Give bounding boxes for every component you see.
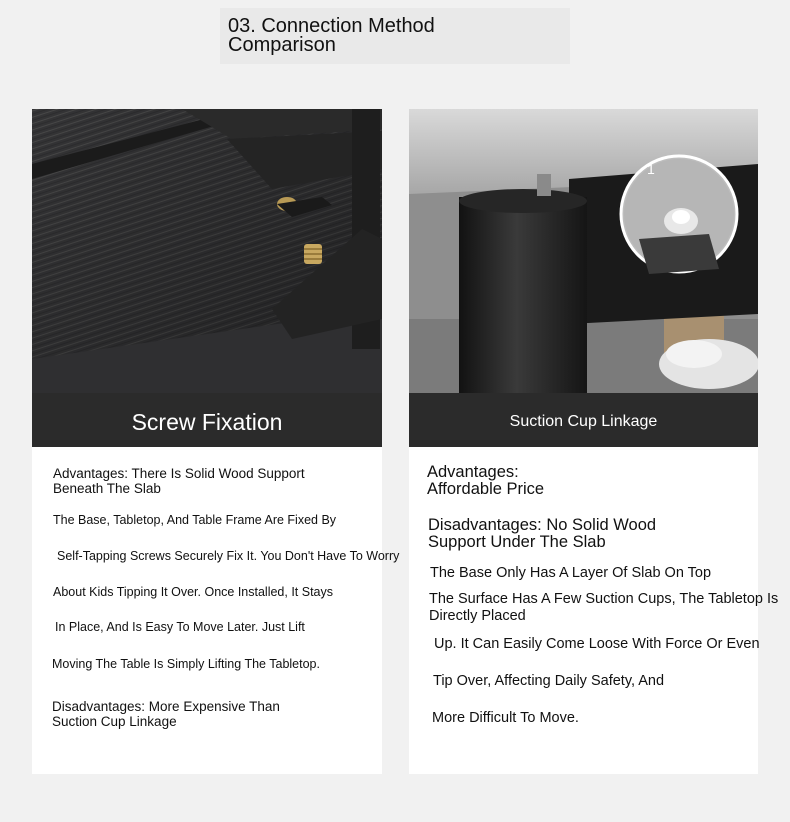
left-advantages-line-1: Advantages: There Is Solid Wood Support (53, 466, 305, 481)
screw-fixation-photo (32, 109, 382, 393)
right-description-line-1: The Base Only Has A Layer Of Slab On Top (430, 565, 712, 581)
suction-cup-photo (409, 109, 758, 393)
screw-fixation-card (32, 109, 400, 774)
right-description-line-3: Directly Placed (429, 608, 526, 624)
left-advantages-line-2: Beneath The Slab (53, 481, 161, 496)
left-description-line-3: About Kids Tipping It Over. Once Installed, It Stays (53, 585, 334, 599)
suction-cup-caption: Suction Cup Linkage (509, 413, 658, 430)
magnifier-badge-number: 1 (647, 161, 655, 177)
right-description-line-5: Tip Over, Affecting Daily Safety, And (433, 673, 665, 689)
screw-fixation-caption: Screw Fixation (131, 409, 283, 435)
right-advantages-heading: Advantages: (427, 463, 519, 481)
right-description-line-6: More Difficult To Move. (432, 710, 579, 726)
right-disadvantages-line-1: Disadvantages: No Solid Wood (428, 516, 657, 534)
left-description-line-1: The Base, Tabletop, And Table Frame Are Fixed By (53, 513, 337, 527)
right-advantages-value: Affordable Price (427, 480, 545, 498)
left-description-line-2: Self-Tapping Screws Securely Fix It. You Don't Have To Worry (57, 549, 400, 563)
left-disadvantages-line-1: Disadvantages: More Expensive Than (52, 699, 280, 714)
right-disadvantages-line-2: Support Under The Slab (428, 533, 606, 551)
suction-cup-card (409, 109, 779, 774)
right-description-line-4: Up. It Can Easily Come Loose With Force Or Even (434, 636, 760, 652)
left-description-line-4: In Place, And Is Easy To Move Later. Just Lift (55, 620, 305, 634)
left-description-line-5: Moving The Table Is Simply Lifting The Tabletop. (52, 657, 320, 671)
page-title: 03. Connection Method Comparison (228, 15, 435, 56)
right-description-line-2: The Surface Has A Few Suction Cups, The Tabletop Is (429, 591, 779, 607)
left-disadvantages-line-2: Suction Cup Linkage (52, 714, 177, 729)
